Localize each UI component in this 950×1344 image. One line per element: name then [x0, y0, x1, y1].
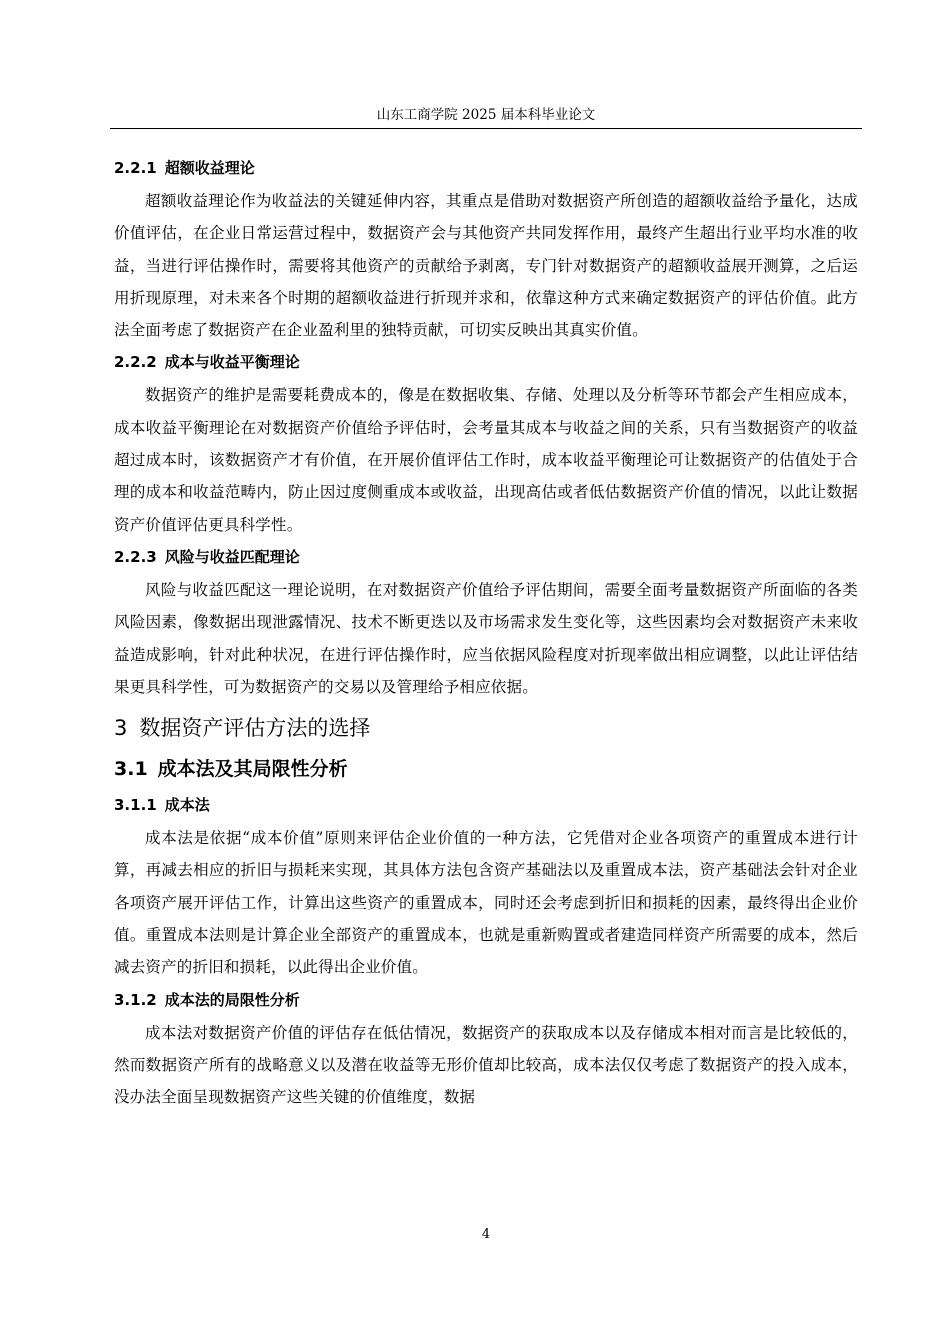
heading-title: 风险与收益匹配理论 — [164, 547, 300, 566]
heading-title: 成本法及其局限性分析 — [157, 758, 348, 781]
paragraph-2-2-2: 数据资产的维护是需要耗费成本的，像是在数据收集、存储、处理以及分析等环节都会产生相应成本，成本收益平衡理论在对数据资产价值给予评估时，会考量其成本与收益之间的关系，只有当数据资产的收益超过成本时，该数据资产才有价值，在开展价值评估工作时，成本收益平衡理论可让数据资产的估值处于合理的成本和收益范畴内，防止因过度侧重成本或收益，出现高估或者低估数据资产价值的情况，以此让数据资产价值评估更具科学性。 — [114, 386, 858, 534]
heading-title: 超额收益理论 — [164, 159, 255, 177]
paragraph-3-1-2: 成本法对数据资产价值的评估存在低估情况，数据资产的获取成本以及存储成本相对而言是比较低的，然而数据资产所有的战略意义以及潜在收益等无形价值却比较高，成本法仅仅考虑了数据资产的投入成本，没办法全面呈现数据资产这些关键的价值维度，数据 — [114, 1023, 858, 1107]
paragraph-2-2-1: 超额收益理论作为收益法的关键延伸内容，其重点是借助对数据资产所创造的超额收益给予量化，达成价值评估，在企业日常运营过程中，数据资产会与其他资产共同发挥作用，最终产生超出行业平均水准的收益，当进行评估操作时，需要将其他资产的贡献给予剥离，专门针对数据资产的超额收益展开测算，之后运用折现原理，对未来各个时期的超额收益进行折现并求和，依靠这种方式来确定数据资产的评估价值。此方法全面考虑了数据资产在企业盈利里的独特贡献，可切实反映出其真实价值。 — [114, 192, 858, 340]
heading-number: 3.1 — [114, 758, 148, 781]
heading-number: 2.2.2 — [114, 353, 157, 372]
header-rule — [110, 128, 862, 129]
heading-number: 2.2.1 — [114, 159, 157, 177]
heading-2-2-3 — [114, 541, 858, 574]
heading-number: 3.1.2 — [114, 990, 157, 1009]
heading-3-1-2 — [114, 984, 858, 1017]
chapter-heading-3 — [114, 707, 858, 749]
heading-number: 3.1.1 — [114, 796, 157, 815]
heading-2-2-1 — [114, 152, 858, 185]
page-number: 4 — [481, 1227, 491, 1242]
heading-title: 成本法 — [164, 796, 210, 815]
paragraph-3-1-1: 成本法是依据“成本价值”原则来评估企业价值的一种方法，它凭借对企业各项资产的重置成本进行计算，再减去相应的折旧与损耗来实现，其具体方法包含资产基础法以及重置成本法，资产基础法会针对企业各项资产展开评估工作，计算出这些资产的重置成本，同时还会考虑到折旧和损耗的因素，最终得出企业价值。重置成本法则是计算企业全部资产的重置成本，也就是重新购置或者建造同样资产所需要的成本，然后减去资产的折旧和损耗，以此得出企业价值。 — [114, 829, 858, 977]
page-body — [114, 152, 858, 1114]
heading-title: 成本与收益平衡理论 — [164, 353, 300, 372]
paragraph-2-2-3: 风险与收益匹配这一理论说明，在对数据资产价值给予评估期间，需要全面考量数据资产所面临的各类风险因素，像数据出现泄露情况、技术不断更迭以及市场需求发生变化等，这些因素均会对数据资产未来收益造成影响，针对此种状况，在进行评估操作时，应当依据风险程度对折现率做出相应调整，以此让评估结果更具科学性，可为数据资产的交易以及管理给予相应依据。 — [114, 580, 858, 696]
heading-number: 2.2.3 — [114, 547, 157, 566]
heading-title: 数据资产评估方法的选择 — [139, 716, 371, 741]
heading-3-1-1 — [114, 789, 858, 822]
heading-2-2-2 — [114, 346, 858, 379]
heading-number: 3 — [114, 716, 128, 741]
running-header: 山东工商学院 2025 届本科毕业论文 — [376, 107, 596, 123]
heading-title: 成本法的局限性分析 — [164, 990, 300, 1009]
heading-3-1 — [114, 749, 858, 789]
